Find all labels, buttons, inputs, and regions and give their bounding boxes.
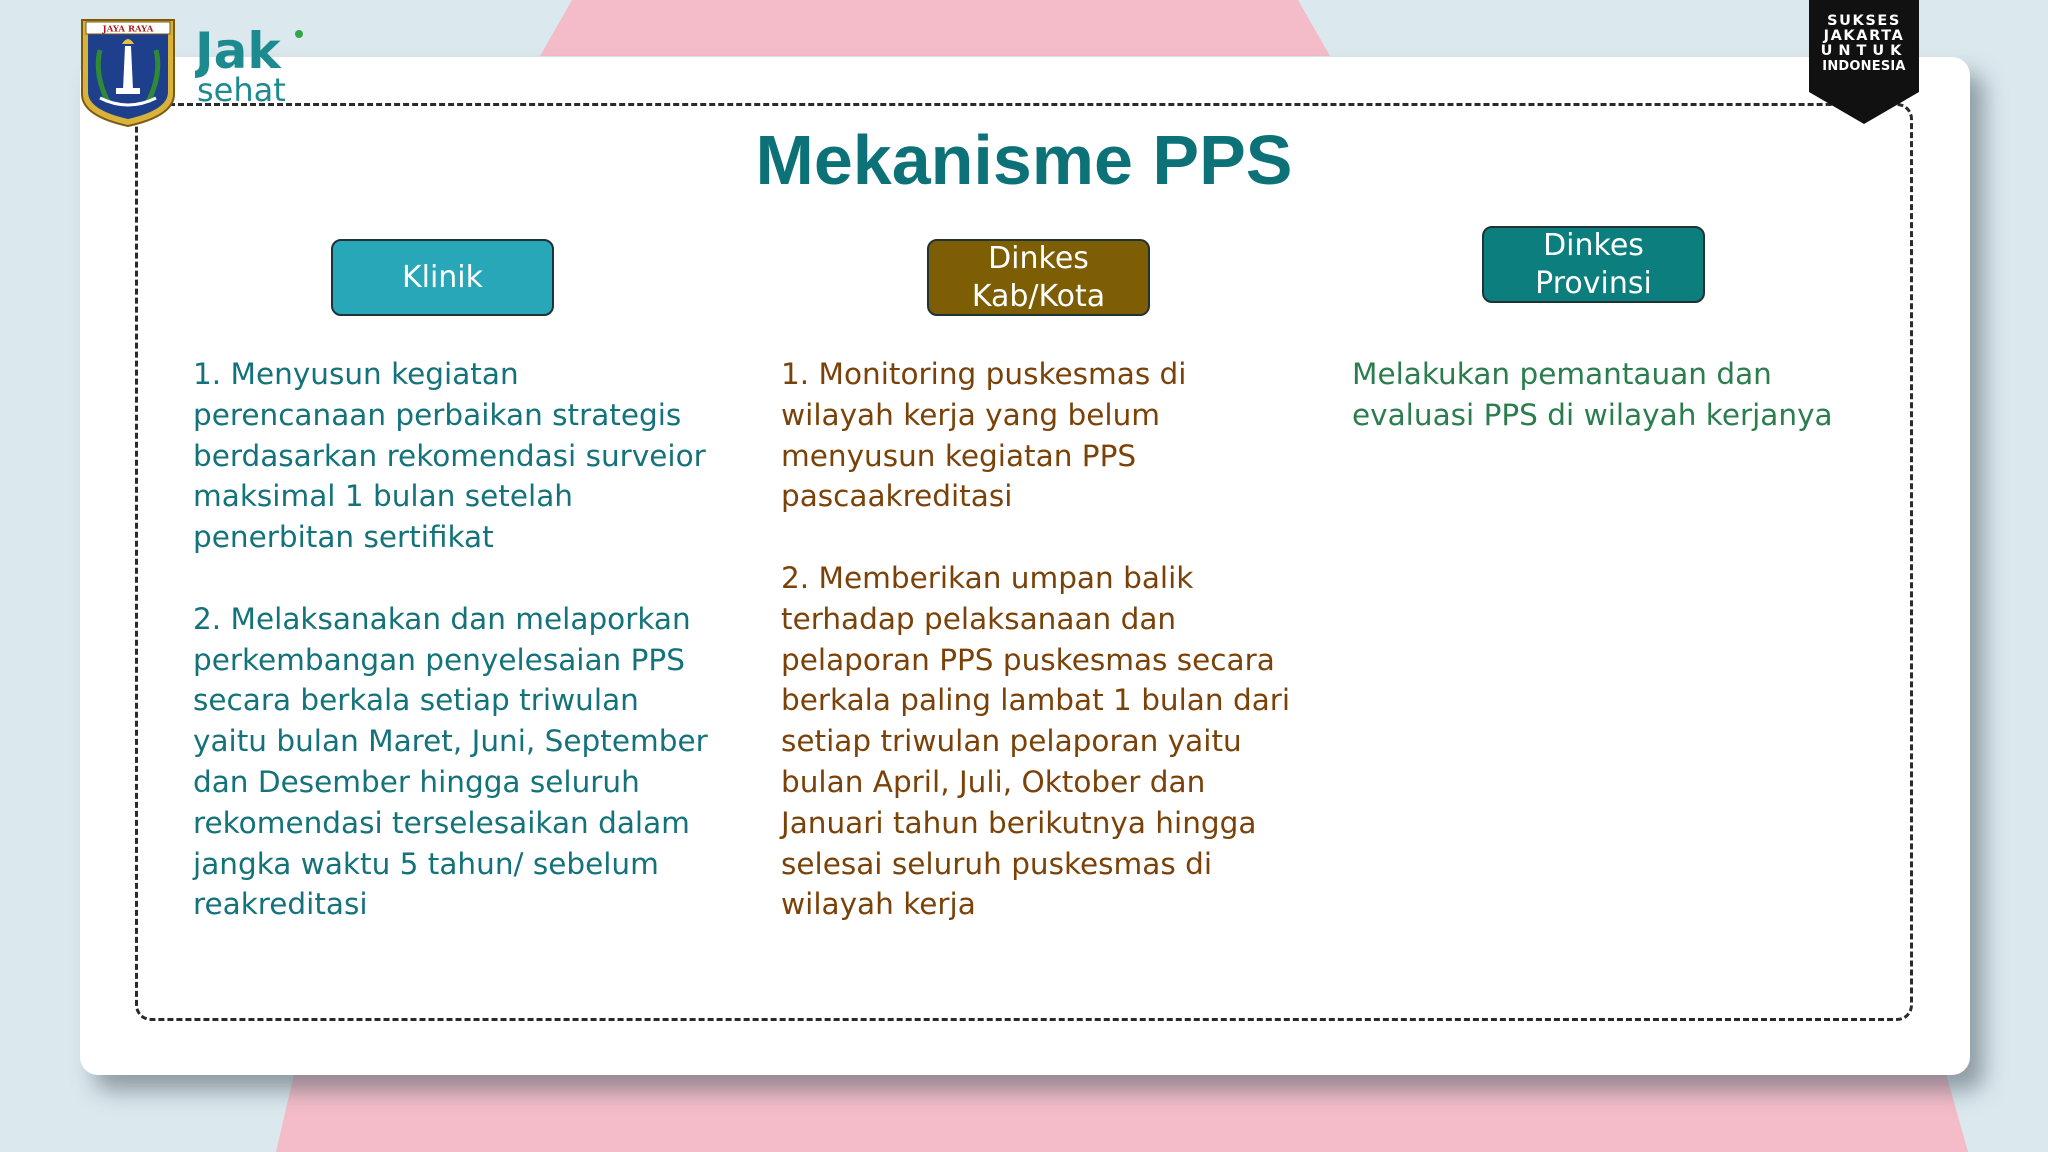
prov-point-1: Melakukan pemantauan dan evaluasi PPS di wilayah kerjanya [1352, 357, 1833, 432]
svg-text:sehat: sehat [197, 71, 286, 108]
svg-text:Jak: Jak [195, 22, 281, 80]
dinkes-kab-kota-label-box: Dinkes Kab/Kota [927, 239, 1150, 316]
klinik-label-box: Klinik [331, 239, 554, 316]
page-title: Mekanisme PPS [755, 121, 1293, 199]
klinik-point-1: 1. Menyusun kegiatan perencanaan perbaikan strategis berdasarkan rekomendasi surveior maksimal 1 bulan setelah penerbitan sertifikat [193, 357, 706, 555]
sukses-jakarta-badge [1809, 0, 1919, 124]
klinik-column [193, 354, 713, 966]
jak-sehat-logo [195, 20, 320, 108]
sukses-line-1: SUKSES [1827, 13, 1901, 29]
dinkes-provinsi-column [1352, 354, 1852, 476]
dinkes-kab-kota-column [781, 354, 1301, 966]
svg-text:JAYA RAYA: JAYA RAYA [102, 24, 154, 35]
pink-top-shape [540, 0, 1330, 56]
sukses-line-2: JAKARTA [1823, 28, 1905, 44]
pink-bottom-shape [276, 1070, 1968, 1152]
kab-point-2: 2. Memberikan umpan balik terhadap pelaksanaan dan pelaporan PPS puskesmas secara berkala paling lambat 1 bulan dari setiap triwulan pelaporan yaitu bulan April, Juli, Oktober dan Januari tahun berikutnya hingga selesai seluruh puskesmas di wilayah kerja [781, 560, 1291, 922]
jakarta-emblem-logo [78, 16, 178, 128]
sukses-line-4: INDONESIA [1822, 59, 1906, 74]
klinik-point-2: 2. Melaksanakan dan melaporkan perkembangan penyelesaian PPS secara berkala setiap triwulan yaitu bulan Maret, Juni, September dan Desember hingga seluruh rekomendasi terselesaikan dalam jangka waktu 5 tahun/ sebelum reakreditasi [193, 601, 708, 922]
dinkes-provinsi-label-box: Dinkes Provinsi [1482, 226, 1705, 303]
kab-point-1: 1. Monitoring puskesmas di wilayah kerja yang belum menyusun kegiatan PPS pascaakreditasi [781, 357, 1187, 514]
sukses-line-3: UNTUK [1820, 43, 1908, 59]
